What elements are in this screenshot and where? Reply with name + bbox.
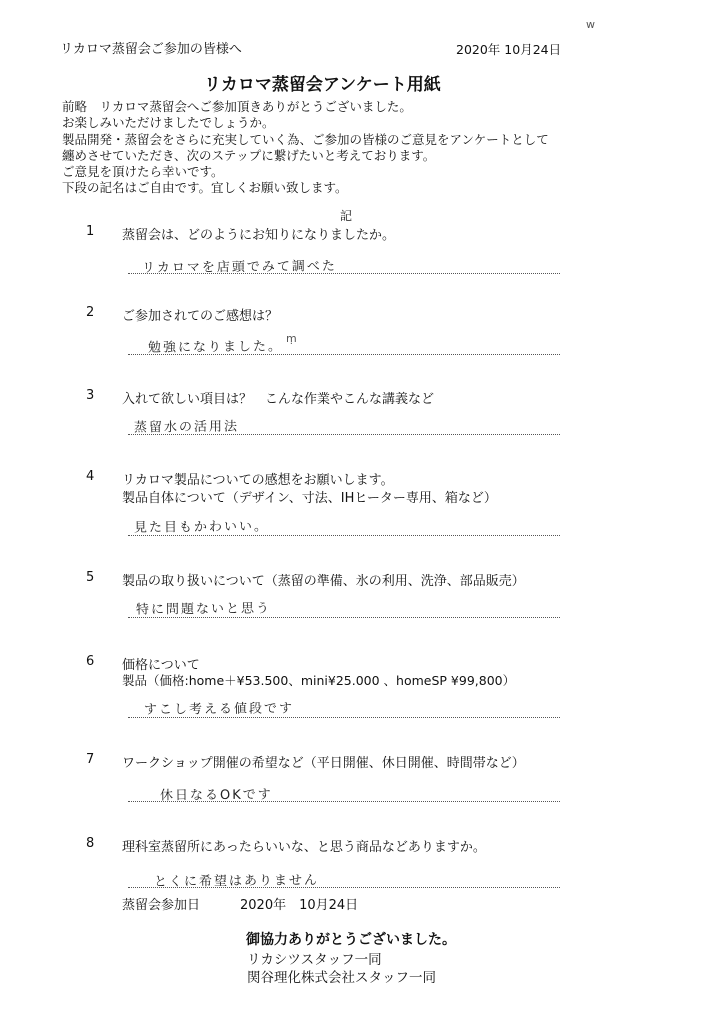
intro-line: 製品開発・蒸留会をさらに充実していく為、ご参加の皆様のご意見をアンケートとして bbox=[62, 132, 549, 147]
question-text: 製品自体について（デザイン、寸法、IHヒーター専用、箱など） bbox=[122, 491, 497, 506]
question-number: 4 bbox=[86, 469, 95, 484]
question-text: 理科室蒸留所にあったらいいな、と思う商品などありますか。 bbox=[122, 840, 486, 855]
attendance-date-label: 蒸留会参加日 bbox=[122, 898, 201, 913]
answer-line bbox=[128, 717, 560, 718]
closing-thanks: 御協力ありがとうございました。 bbox=[246, 932, 456, 948]
answer-line bbox=[128, 887, 560, 888]
answer-text: 休日なるOKです bbox=[159, 787, 273, 804]
question-text: リカロマ製品についての感想をお願いします。 bbox=[122, 473, 394, 488]
company-signature: 関谷理化株式会社スタッフ一同 bbox=[247, 970, 436, 986]
question-number: 5 bbox=[86, 570, 95, 585]
intro-line: ご意見を頂けたら幸いです。 bbox=[62, 164, 224, 179]
question-text: ご参加されてのご感想は？ bbox=[122, 309, 279, 324]
intro-line: お楽しみいただけましたでしょうか。 bbox=[62, 115, 275, 130]
question-number: 8 bbox=[86, 836, 95, 851]
intro-line: 下段の記名はご自由です。宜しくお願い致します。 bbox=[62, 180, 348, 195]
answer-line bbox=[128, 617, 560, 618]
corner-mark: w bbox=[586, 18, 595, 31]
staff-signature: リカシツスタッフ一同 bbox=[247, 952, 382, 968]
addressee: リカロマ蒸留会ご参加の皆様へ bbox=[60, 42, 242, 57]
question-text: 価格について bbox=[122, 658, 200, 673]
answer-line bbox=[128, 801, 560, 802]
answer-text: 勉強になりました。 bbox=[147, 339, 284, 356]
handwritten-mark: ṃ bbox=[286, 332, 297, 345]
answer-text: とくに希望はありません bbox=[153, 873, 320, 890]
question-text: ワークショップ開催の希望など（平日開催、休日開催、時間帯など） bbox=[122, 756, 525, 771]
answer-line bbox=[128, 434, 560, 435]
intro-line: 前略 リカロマ蒸留会へご参加頂きありがとうございました。 bbox=[62, 99, 412, 114]
answer-text: 見た目もかわいい。 bbox=[133, 519, 270, 536]
answer-text: すこし考える値段です bbox=[143, 701, 295, 718]
answer-text: 特に問題ないと思う bbox=[135, 601, 272, 618]
answer-line bbox=[128, 354, 560, 355]
question-text: 製品（価格:home＋¥53.500、mini¥25.000 、homeSP ¥99,800） bbox=[122, 673, 516, 688]
question-number: 3 bbox=[86, 388, 95, 403]
answer-line bbox=[128, 535, 560, 536]
survey-date: 2020年 10月24日 bbox=[456, 42, 562, 57]
question-text: 蒸留会は、どのようにお知りになりましたか。 bbox=[122, 228, 396, 243]
question-text: 製品の取り扱いについて（蒸留の準備、氷の利用、洗浄、部品販売） bbox=[122, 574, 525, 589]
question-number: 7 bbox=[86, 752, 95, 767]
question-number: 6 bbox=[86, 654, 95, 669]
answer-line bbox=[128, 273, 560, 274]
answer-text: 蒸留水の活用法 bbox=[133, 419, 240, 436]
ki-mark: 記 bbox=[340, 209, 353, 223]
question-number: 1 bbox=[86, 224, 95, 239]
question-number: 2 bbox=[86, 305, 95, 320]
intro-line: 纏めさせていただき、次のステップに繋げたいと考えております。 bbox=[62, 148, 436, 163]
question-text: 入れて欲しい項目は？ こんな作業やこんな講義など bbox=[122, 392, 435, 407]
attendance-date-value: 2020年 10月24日 bbox=[240, 898, 359, 913]
answer-text: リカロマを店頭でみて調べた bbox=[141, 259, 337, 276]
page-title: リカロマ蒸留会アンケート用紙 bbox=[204, 75, 441, 95]
